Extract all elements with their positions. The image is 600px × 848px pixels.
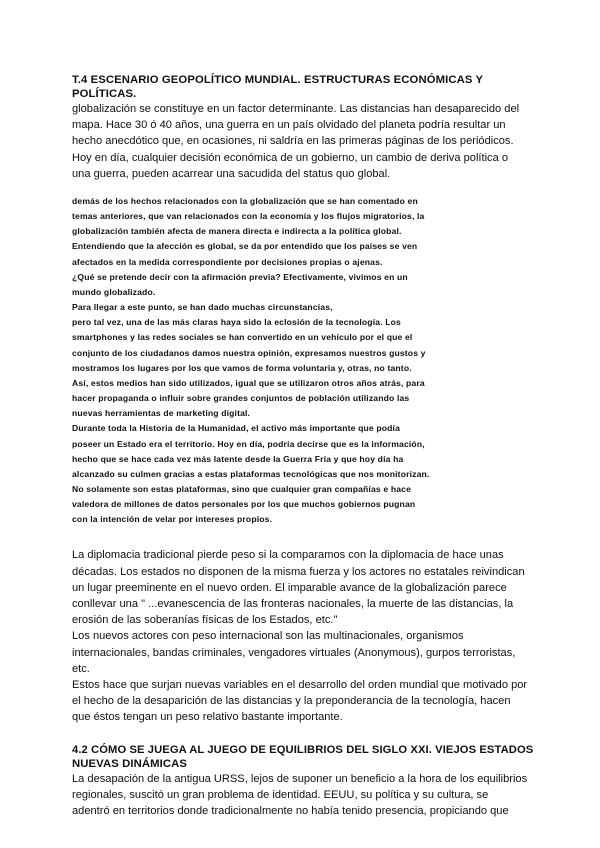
section-1-title (72, 73, 532, 101)
text-line: Hoy en día, cualquier decisión económica de un gobierno, un cambio de deriva política o (72, 151, 509, 164)
section-2-title (72, 743, 532, 771)
title-line: NUEVAS DINÁMICAS (72, 757, 187, 770)
text-line: conllevar una " ...evanescencia de las fronteras nacionales, la muerte de las distancias, la (72, 598, 514, 611)
section-2-paragraph (72, 771, 532, 820)
text-line: adentró en territorios donde tradicionalmente no había tenido presencia, propiciando que (72, 805, 509, 818)
text-line: La diplomacia tradicional pierde peso si la comparamos con la diplomacia de hace unas (72, 549, 504, 562)
bold-line: temas anteriores, que van relacionados con la economía y los flujos migratorios, la (72, 211, 425, 222)
bold-line: Durante toda la Historia de la Humanidad, el activo más importante que podía (72, 423, 401, 434)
bold-line: Entendiendo que la afección es global, se da por entendido que los países se ven (72, 241, 418, 252)
bold-line: smartphones y las redes sociales se han convertido en un vehículo por el que el (72, 332, 413, 343)
title-line: POLÍTICAS. (72, 88, 137, 100)
bold-line: pero tal vez, una de las más claras haya sido la eclosión de la tecnología. Los (72, 317, 401, 328)
bold-line: poseer un Estado era el territorio. Hoy en día, podría decirse que es la información, (72, 438, 425, 449)
bold-line: ¿Qué se pretende decir con la afirmación previa? Efectivamente, vivimos en un (72, 271, 408, 282)
bold-line: Para llegar a este punto, se han dado muchas circunstancias, (72, 302, 333, 313)
text-line: etc. (72, 662, 90, 675)
text-line: décadas. Los estados no disponen de la misma fuerza y los actores no estatales reivindican (72, 565, 525, 578)
bold-line: mostramos los lugares por los que vamos de forma voluntaria y, otras, no tanto. (72, 362, 412, 373)
text-line: Los nuevos actores con peso internacional son las multinacionales, organismos (72, 630, 464, 643)
text-line: erosión de las soberanías físicas de los Estados, etc." (72, 614, 338, 627)
text-line: hecho anecdótico que, en ocasiones, ni saldría en las primeras páginas de los periódicos. (72, 135, 514, 148)
title-line: T.4 ESCENARIO GEOPOLÍTICO MUNDIAL. ESTRUCTURAS ECONÓMICAS Y (72, 74, 484, 86)
text-line: el hecho de la desaparición de las distancias y la preponderancia de la tecnología, hacen (72, 695, 511, 708)
bold-line: hacer propaganda o influir sobre grandes conjuntos de población utilizando las (72, 393, 410, 404)
bold-line: alcanzado su culmen gracias a estas plataformas tecnológicas que nos monitorizan. (72, 468, 430, 479)
bold-line: afectados en la medida correspondiente por decisiones propias o ajenas. (72, 256, 383, 267)
bold-line: Así, estos medios han sido utilizados, igual que se utilizaron otros años atrás, para (72, 377, 425, 388)
bold-text-block (72, 194, 532, 527)
text-line: Estos hace que surjan nuevas variables en el desarrollo del orden mundial que motivado por (72, 679, 528, 692)
bold-line: globalización también afecta de manera directa e indirecta a la política global. (72, 226, 402, 237)
text-line: una guerra, pueden acarrear una sacudida del status quo global. (72, 167, 391, 180)
text-line: internacionales, bandas criminales, vengadores virtuales (Anonymous), gurpos terroristas, (72, 646, 516, 659)
bold-line: valedora de millones de datos personales por los que muchos gobiernos pugnan (72, 499, 416, 510)
bold-line: demás de los hechos relacionados con la globalización que se han comentado en (72, 196, 418, 207)
text-line: La desapación de la antigua URSS, lejos de suponer un beneficio a la hora de los equilibrios (72, 772, 528, 785)
document-page (72, 73, 532, 819)
diplomacy-paragraph (72, 547, 532, 725)
title-line: 4.2 CÓMO SE JUEGA AL JUEGO DE EQUILIBRIOS DEL SIGLO XXI. VIEJOS ESTADOS (72, 743, 534, 756)
text-line: un lugar preeminente en el nuevo orden. El imparable avance de la globalización parece (72, 581, 507, 594)
text-line: globalización se constituye en un factor determinante. Las distancias han desaparecido del (72, 103, 520, 115)
text-line: que éstos tengan un peso relativo bastante importante. (72, 711, 343, 724)
bold-line: con la intención de velar por intereses propios. (72, 514, 273, 525)
text-line: regionales, suscitó un gran problema de identidad. EEUU, su política y su cultura, se (72, 788, 489, 801)
section-1-paragraph (72, 101, 532, 182)
bold-line: conjunto de los ciudadanos damos nuestra opinión, expresamos nuestros gustos y (72, 347, 426, 358)
bold-line: mundo globalizado. (72, 286, 156, 297)
bold-line: No solamente son estas plataformas, sino que cualquier gran compañías e hace (72, 483, 412, 494)
text-line: mapa. Hace 30 ó 40 años, una guerra en un país olvidado del planeta podría resultar un (72, 119, 506, 132)
bold-line: nuevas herramientas de marketing digital. (72, 408, 251, 419)
bold-line: hecho que se hace cada vez más latente desde la Guerra Fría y que hoy día ha (72, 453, 404, 464)
